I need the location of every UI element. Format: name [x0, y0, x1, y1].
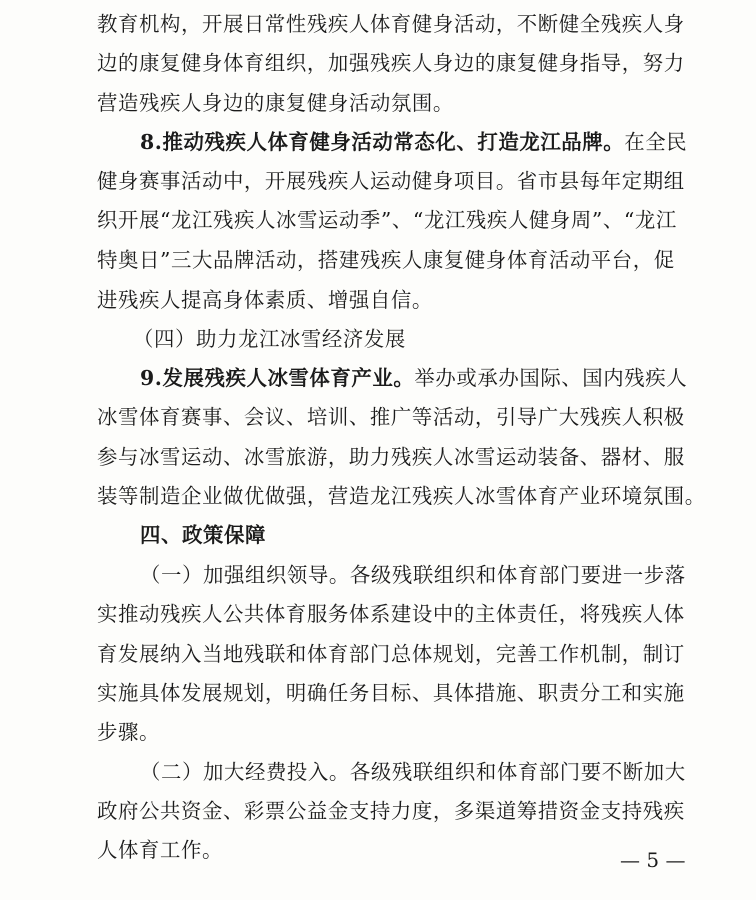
paragraph-line: （一）加强组织领导。各级残联组织和体育部门要进一步落 [140, 563, 686, 587]
item-8-title: 8.推动残疾人体育健身活动常态化、打造龙江品牌。 [140, 130, 625, 154]
paragraph-line: 特奥日”三大品牌活动，搭建残疾人康复健身体育活动平台，促 [97, 248, 675, 272]
paragraph-line [140, 364, 687, 392]
paragraph-line: 政府公共资金、彩票公益金支持力度，多渠道筹措资金支持残疾 [97, 799, 685, 823]
paragraph-line: 织开展“龙江残疾人冰雪运动季”、“龙江残疾人健身周”、“龙江 [97, 208, 677, 232]
paragraph-line: 参与冰雪运动、冰雪旅游，助力残疾人冰雪运动装备、器材、服 [97, 445, 685, 469]
paragraph-line: 营造残疾人身边的康复健身活动氛围。 [97, 91, 454, 115]
paragraph-line: 育发展纳入当地残联和体育部门总体规划，完善工作机制，制订 [97, 642, 685, 666]
paragraph-line: 人体育工作。 [97, 838, 223, 862]
item-9-title: 9.发展残疾人冰雪体育产业。 [140, 366, 415, 390]
page-number: — 5 — [620, 848, 686, 872]
paragraph-line: 边的康复健身体育组织，加强残疾人身边的康复健身指导，努力 [97, 51, 685, 75]
section-heading: （四）助力龙江冰雪经济发展 [133, 327, 406, 351]
paragraph-line [140, 128, 687, 156]
paragraph-line: 装等制造企业做优做强，营造龙江残疾人冰雪体育产业环境氛围。 [97, 484, 706, 508]
paragraph-line: 教育机构，开展日常性残疾人体育健身活动，不断健全残疾人身 [97, 12, 685, 36]
paragraph-line: 实施具体发展规划，明确任务目标、具体措施、职责分工和实施 [97, 681, 685, 705]
item-9-text: 举办或承办国际、国内残疾人 [414, 366, 688, 390]
paragraph-line: 实推动残疾人公共体育服务体系建设中的主体责任，将残疾人体 [97, 602, 685, 626]
chapter-heading: 四、政策保障 [140, 523, 266, 547]
paragraph-line: 步骤。 [97, 720, 160, 744]
item-8-text: 在全民 [624, 130, 688, 154]
paragraph-line: 进残疾人提高身体素质、增强自信。 [97, 288, 433, 312]
paragraph-line: 健身赛事活动中，开展残疾人运动健身项目。省市县每年定期组 [97, 169, 685, 193]
paragraph-line: （二）加大经费投入。各级残联组织和体育部门要不断加大 [140, 760, 686, 784]
paragraph-line: 冰雪体育赛事、会议、培训、推广等活动，引导广大残疾人积极 [97, 405, 685, 429]
